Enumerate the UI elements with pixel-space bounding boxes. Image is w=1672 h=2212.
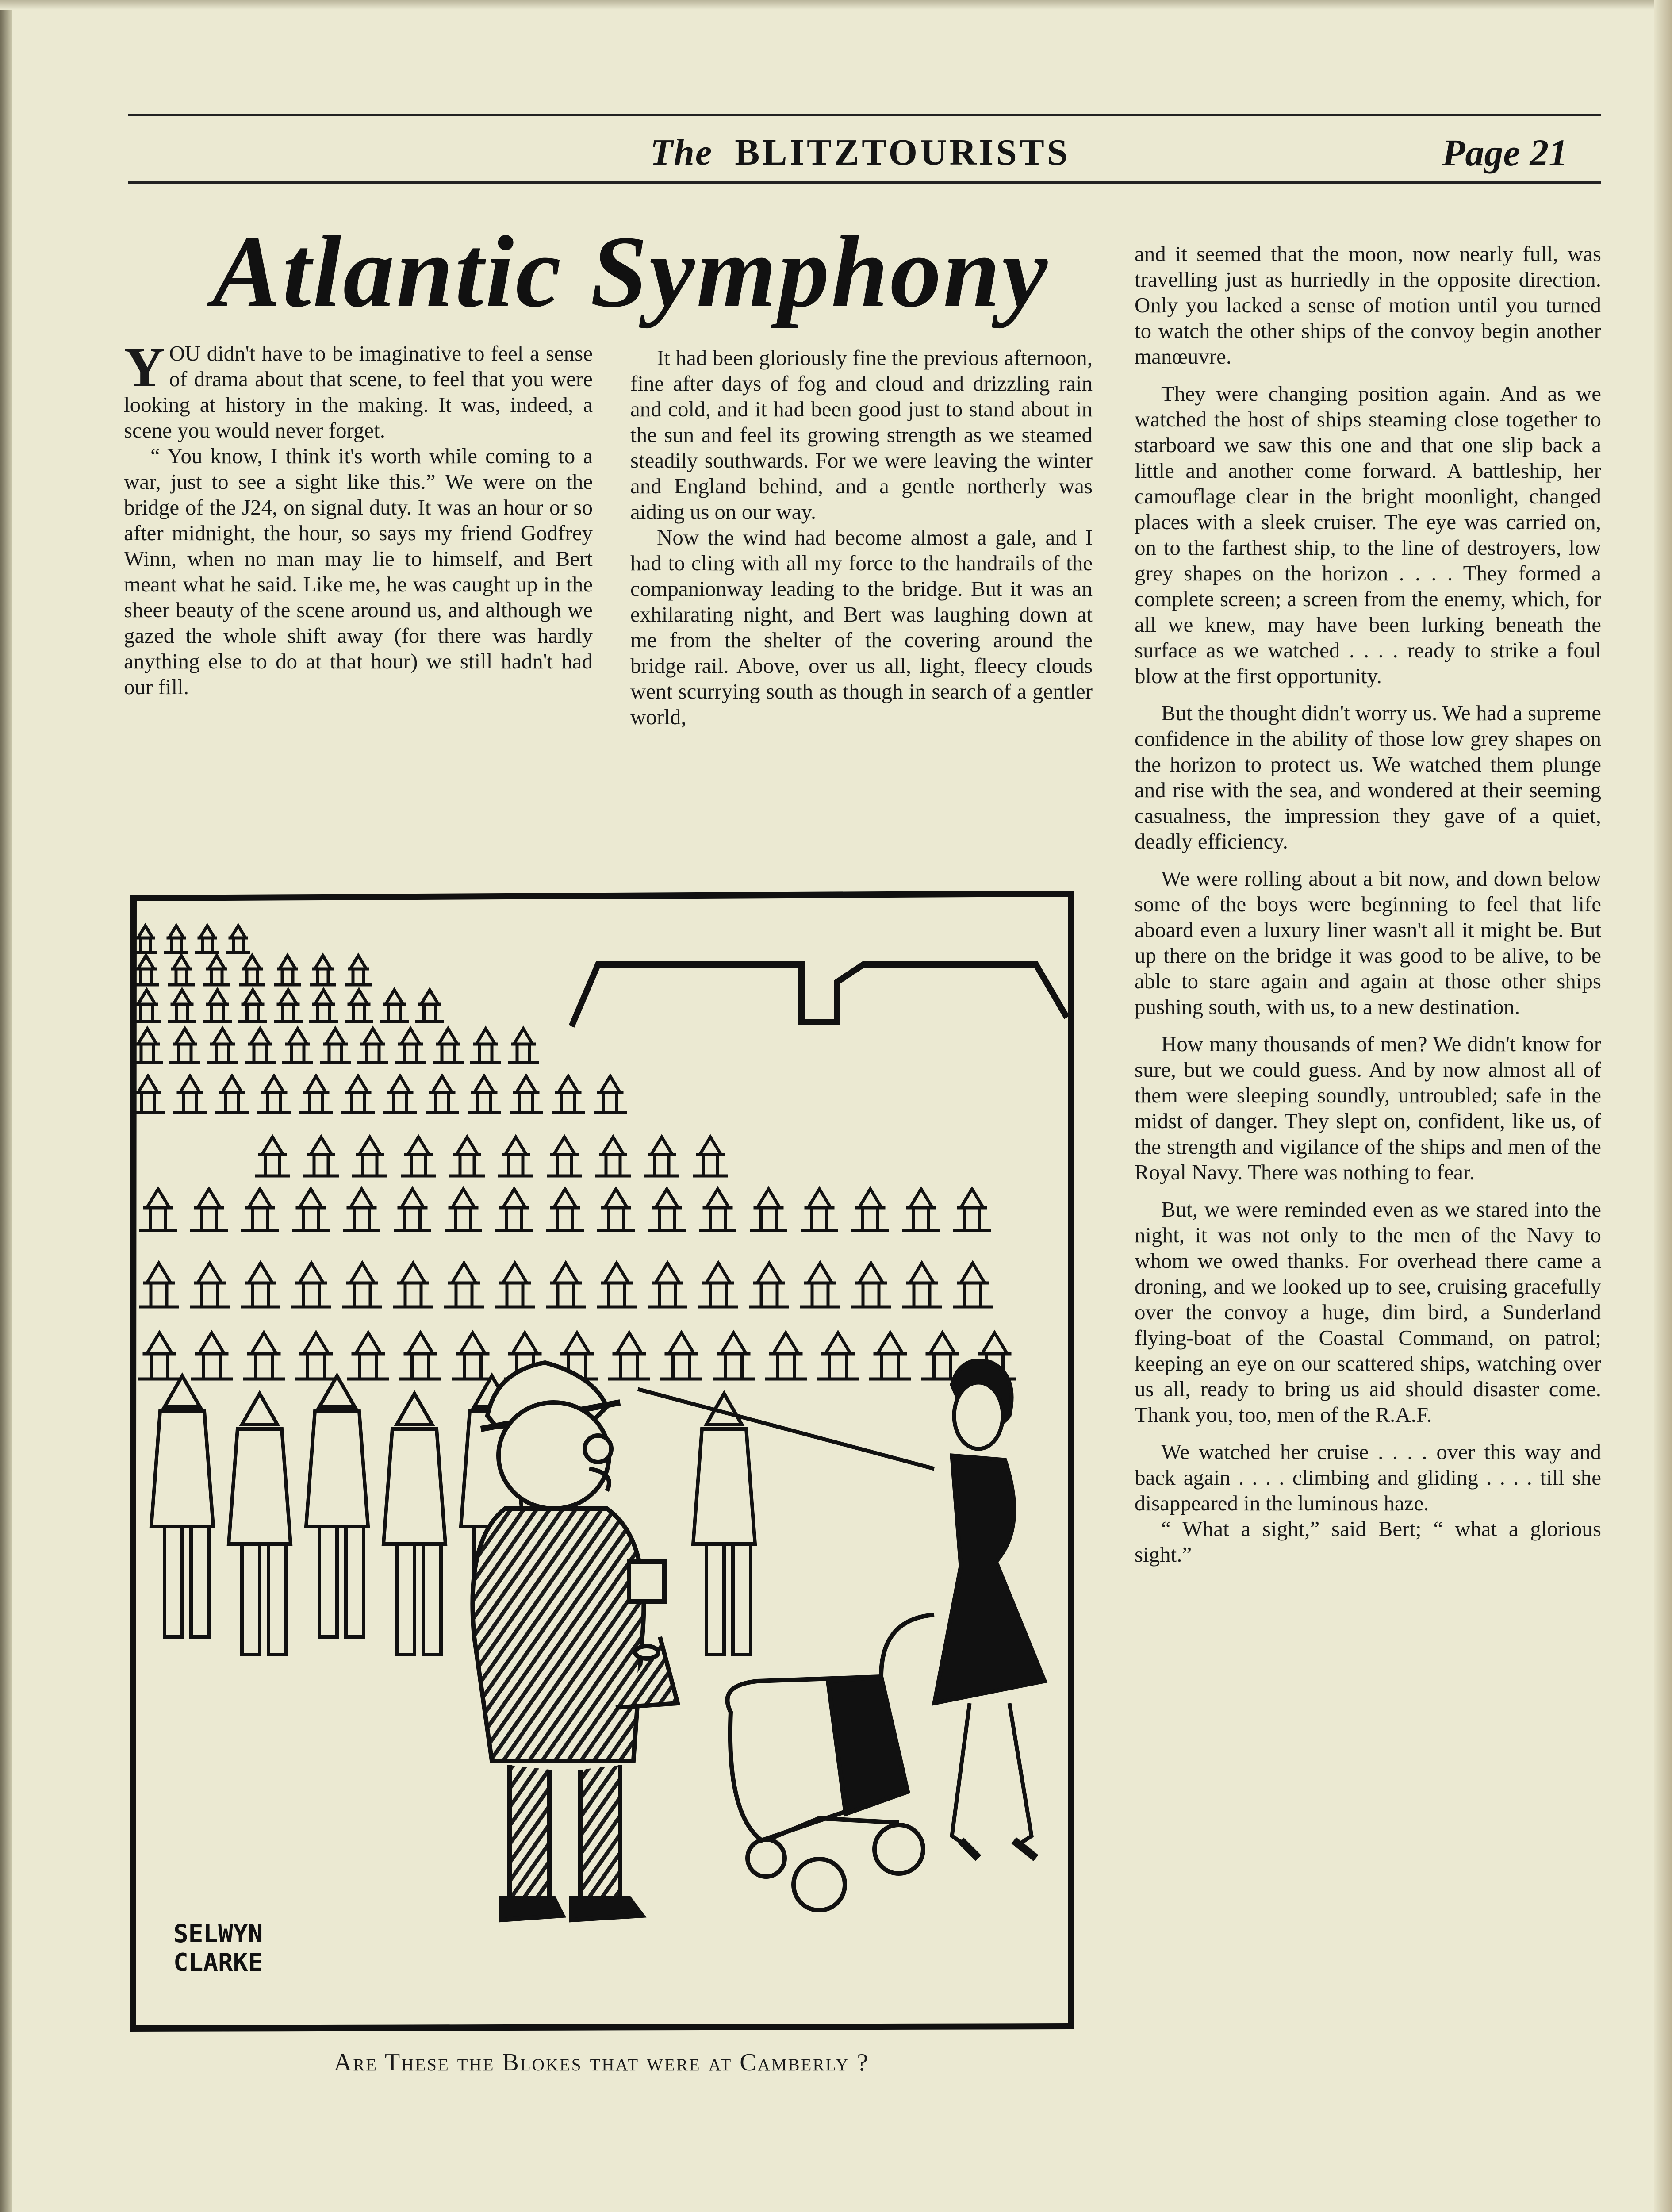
soldier-outline [597,1263,637,1307]
soldier-outline [241,1189,279,1231]
page-binding-shadow [0,0,12,2212]
page-top-edge [0,0,1672,10]
artist-signature-line1: SELWYN [173,1920,263,1948]
front-soldier [229,1394,291,1655]
soldier-outline [190,1189,228,1231]
soldier-outline [393,1263,433,1307]
soldier-outline [299,1076,333,1113]
paragraph: We watched her cruise . . . . over this way and back again . . . . climbing and gliding . . . . till she disappeared in the luminous haze. [1135,1440,1601,1515]
soldier-outline [765,1333,807,1379]
cartoon-caption: Are These the Blokes that were at Camberly ? [334,2049,870,2076]
soldier-outline [164,926,188,953]
soldier-outline [139,1263,179,1307]
soldier-outline [851,1263,891,1307]
soldier-outline [693,1137,728,1176]
soldier-outline [295,1333,337,1379]
soldier-outline [168,990,196,1022]
soldier-outline [190,1263,230,1307]
soldier-outline [608,1333,650,1379]
soldier-outline [426,1076,459,1113]
paragraph: But, we were reminded even as we stared into the night, it was not only to the men of the Navy to whom we owed thanks. For overhead there came a droning, and we looked up to see, cruising gracefully over the convoy a huge, dim bird, a Sunderland flying-boat of the Coastal Command, on patrol; keeping an eye on our scattered ships, watching over us all, ready to bring us aid should disaster come. Thank you, too, men of the R.A.F. [1135,1197,1601,1427]
soldier-outline [546,1189,584,1231]
soldier-outline [345,956,372,985]
front-soldier [306,1376,368,1637]
soldier-outline [470,1029,501,1063]
soldier-outline [292,1189,330,1231]
paragraph: Now the wind had become almost a gale, and I had to cling with all my force to the handrails of the companionway leading to the bridge. But it was an exhilarating night, and Bert was laughing down at me from the shelter of the covering around the bridge rail. Above, over us all, light, fleecy clouds went scurrying south as though in search of a gentler world, [630,525,1093,729]
soldier-outline [713,1333,755,1379]
soldier-outline [498,1137,533,1176]
artist-signature-line2: CLARKE [173,1948,263,1977]
pram-figure [728,1615,935,1910]
soldier-outline [546,1263,586,1307]
paragraph: “ What a sight,” said Bert; “ what a glorious sight.” [1135,1517,1601,1567]
soldier-outline [594,1076,627,1113]
soldier-outline [207,1029,238,1063]
soldier-outline [452,1333,494,1379]
soldier-outline [342,1263,382,1307]
soldier-outline [138,1333,180,1379]
soldier-outline [243,1333,285,1379]
article-column-2 [630,345,1093,730]
soldier-outline [203,956,230,985]
soldier-outline [133,926,157,953]
soldier-outline [239,956,265,985]
cartoon-illustration [129,885,1076,2035]
soldier-outline [274,956,301,985]
soldier-outline [395,1029,426,1063]
article-title: Atlantic Symphony [212,215,1050,329]
soldier-outline [399,1333,441,1379]
soldier-outline [203,990,232,1022]
soldier-outline [953,1263,993,1307]
paragraph-text: OU didn't have to be imaginative to feel a sense of drama about that scene, to feel that you were looking at history in the making. It was, indeed, a scene you would never forget. [124,341,593,442]
soldier-outline [510,1076,543,1113]
header-publication-name: BLITZTOURISTS [735,132,1070,173]
soldier-outline [274,990,303,1022]
page-number: Page 21 [1442,131,1568,174]
soldier-outline [648,1189,686,1231]
soldier-outline [133,956,159,985]
soldier-outline [168,956,195,985]
soldier-outline [644,1137,679,1176]
soldier-crowd [131,926,1016,1379]
header-rule-bottom [128,181,1601,184]
soldier-outline [343,1189,380,1231]
soldier-outline [660,1333,702,1379]
soldier-outline [357,1029,388,1063]
soldier-outline [215,1076,249,1113]
soldier-outline [303,1137,339,1176]
paragraph [124,336,593,443]
soldier-outline [547,1137,582,1176]
soldier-outline [169,1029,200,1063]
paragraph: and it seemed that the moon, now nearly full, was travelling just as hurriedly in the opposite direction. Only you lacked a sense of motion until you turned to watch the other ships of the convoy begin another manœuvre. [1135,242,1601,369]
front-soldier [151,1376,213,1637]
soldier-outline [383,1076,417,1113]
soldier-outline [255,1137,290,1176]
header-rule-top [128,114,1601,116]
paragraph: But the thought didn't worry us. We had a supreme confidence in the ability of those low grey shapes on the horizon to protect us. We watched them plunge and rise with the sea, and wondered at their seeming casualness, the impression they gave of a quiet, deadly efficiency. [1135,701,1601,853]
soldier-outline [310,956,336,985]
soldier-outline [902,1189,940,1231]
soldier-outline [508,1029,539,1063]
soldier-outline [415,990,444,1022]
soldier-outline [595,1137,631,1176]
front-soldier [383,1394,445,1655]
paragraph: It had been gloriously fine the previous afternoon, fine after days of fog and cloud and drizzling rain and cold, and it had been good just to stand about in the sun and feel its growing strength as we steamed steadily southwards. For we were leaving the winter and England behind, and a gentle northerly was aiding us on our way. [630,346,1093,524]
paragraph: We were rolling about a bit now, and down below some of the boys were beginning to feel that life aboard even a luxury liner wasn't all it might be. But up there on the bridge it was good to be alive, to be able to stare again and again at those other ships pushing south, with us, to a new destination. [1135,866,1601,1019]
soldier-outline [309,990,338,1022]
front-row-soldiers [151,1376,755,1655]
soldier-outline [241,1263,280,1307]
soldier-outline [449,1137,485,1176]
soldier-outline [444,1263,484,1307]
soldier-outline [699,1189,736,1231]
soldier-outline [851,1189,889,1231]
soldier-outline [817,1333,859,1379]
soldier-outline [698,1263,738,1307]
soldier-outline [902,1263,942,1307]
paragraph: How many thousands of men? We didn't know for sure, but we could guess. And by now almost all of them were sleeping soundly, untroubled; safe in the midst of danger. They slept on, confident, like us, of the strength and vigilance of the ships and men of the Royal Navy. There was nothing to fear. [1135,1032,1601,1184]
article-column-1 [124,336,593,700]
soldier-outline [801,1189,838,1231]
soldier-outline [648,1263,687,1307]
soldier-outline [173,1076,207,1113]
soldier-outline [869,1333,911,1379]
soldier-outline [380,990,409,1022]
article-column-3 [1135,241,1601,1567]
drop-cap: Y [124,336,165,399]
soldier-outline [495,1263,535,1307]
soldier-outline [445,1189,482,1231]
soldier-outline [226,926,250,953]
paragraph: “ You know, I think it's worth while coming to a war, just to see a sight like this.” We were on the bridge of the J24, on signal duty. It was an hour or so after midnight, the hour, so says my friend Godfrey Winn, when no man may lie to himself, and Bert meant what he said. Like me, he was caught up in the sheer beauty of the scene around us, and although we gazed the whole shift away (for there was hardly anything else to do at that hour) we still hadn't had our fill. [124,444,593,699]
soldier-outline [238,990,267,1022]
soldier-outline [433,1029,464,1063]
paragraph: They were changing position again. And as we watched the host of ships steaming close together to starboard we saw this one and that one slip back a little and another come forward. A battleship, her camouflage clear in the bright moonlight, changed places with a sleek cruiser. The eye was carried on, on to the farthest ship, to the line of destroyers, low grey shapes on the horizon . . . . They formed a complete screen; a screen from the enemy, which, for all we knew, may have been lurking beneath the surface as we watched . . . . ready to strike a foul blow at the first opportunity. [1135,381,1601,688]
soldier-outline [495,1189,533,1231]
soldier-outline [552,1076,585,1113]
soldier-outline [953,1189,991,1231]
header-the: The [650,132,713,173]
soldier-outline [347,1333,389,1379]
soldier-outline [245,1029,276,1063]
soldier-outline [749,1263,789,1307]
soldier-outline [468,1076,501,1113]
soldier-outline [750,1189,787,1231]
soldier-outline [195,926,219,953]
soldier-outline [282,1029,313,1063]
soldier-outline [257,1076,291,1113]
soldier-outline [341,1076,375,1113]
front-soldier [693,1394,755,1655]
running-header [650,128,1070,177]
soldier-outline [191,1333,233,1379]
sergeant-figure [472,1363,678,1920]
page-right-edge [1654,0,1672,2212]
soldier-outline [394,1189,431,1231]
soldier-outline [401,1137,436,1176]
soldier-outline [291,1263,331,1307]
soldier-outline [139,1189,177,1231]
castle-wall-outline [571,964,1067,1026]
soldier-outline [345,990,373,1022]
soldier-outline [597,1189,635,1231]
soldier-outline [320,1029,351,1063]
soldier-outline [800,1263,840,1307]
soldier-outline [352,1137,387,1176]
